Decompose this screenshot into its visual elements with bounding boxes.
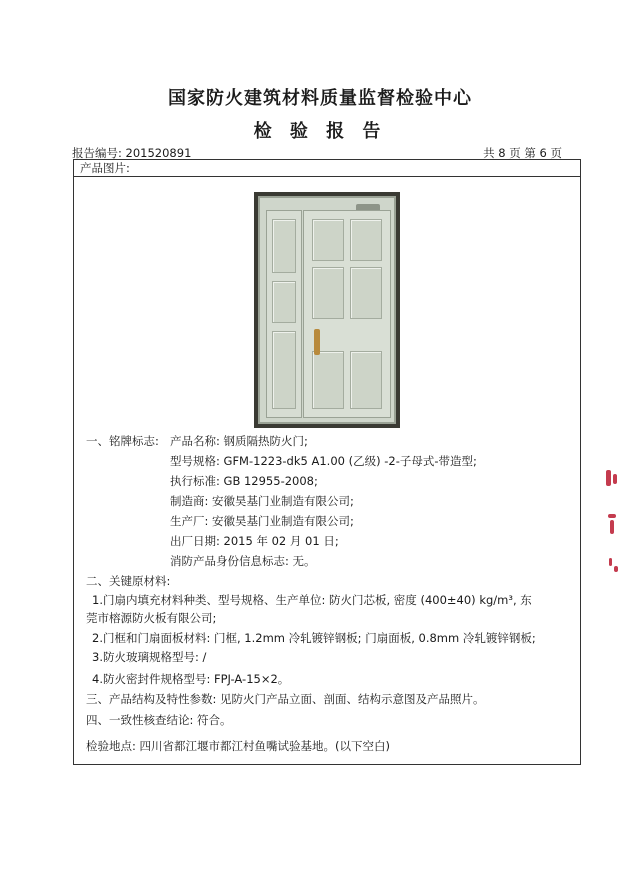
nameplate-line: 制造商: 安徽昊基门业制造有限公司; bbox=[170, 494, 354, 508]
materials-heading: 二、关键原材料: bbox=[86, 574, 171, 588]
nameplate-line: 消防产品身份信息标志: 无。 bbox=[170, 554, 316, 568]
consistency-line: 四、一致性核查结论: 符合。 bbox=[86, 713, 232, 727]
materials-item: 1.门扇内填充材料种类、型号规格、生产单位: 防火门芯板, 密度 (400±40) kg/m³, 东 bbox=[92, 593, 532, 607]
report-number: 报告编号: 201520891 bbox=[72, 146, 192, 160]
fire-door-photo bbox=[254, 192, 400, 428]
nameplate-line: 型号规格: GFM-1223-dk5 A1.00 (乙级) -2-子母式-带造型; bbox=[170, 454, 477, 468]
document-title: 检 验 报 告 bbox=[253, 121, 387, 142]
nameplate-heading: 一、铭牌标志: bbox=[86, 434, 159, 448]
door-leaf-secondary bbox=[266, 210, 302, 418]
page-info: 共 8 页 第 6 页 bbox=[483, 146, 562, 160]
structure-line: 三、产品结构及特性参数: 见防火门产品立面、剖面、结构示意图及产品照片。 bbox=[86, 692, 485, 706]
header-divider bbox=[73, 176, 581, 177]
materials-item: 莞市榕源防火板有限公司; bbox=[86, 611, 217, 625]
photo-label: 产品图片: bbox=[80, 161, 130, 175]
nameplate-line: 执行标准: GB 12955-2008; bbox=[170, 474, 318, 488]
inspection-location: 检验地点: 四川省都江堰市都江村鱼嘴试验基地。(以下空白) bbox=[86, 739, 391, 753]
door-handle bbox=[314, 329, 320, 355]
nameplate-line: 生产厂: 安徽昊基门业制造有限公司; bbox=[170, 514, 354, 528]
org-title: 国家防火建筑材料质量监督检验中心 bbox=[168, 88, 472, 109]
materials-item: 2.门框和门扇面板材料: 门框, 1.2mm 冷轧镀锌钢板; 门扇面板, 0.8mm 冷轧镀锌钢板; bbox=[92, 631, 536, 645]
materials-item: 3.防火玻璃规格型号: / bbox=[92, 650, 207, 664]
nameplate-line: 产品名称: 钢质隔热防火门; bbox=[170, 434, 308, 448]
nameplate-line: 出厂日期: 2015 年 02 月 01 日; bbox=[170, 534, 339, 548]
door-leaf-main bbox=[303, 210, 391, 418]
seam-stamp bbox=[604, 470, 622, 580]
materials-item: 4.防火密封件规格型号: FPJ-A-15×2。 bbox=[92, 672, 290, 686]
door-frame bbox=[258, 196, 396, 424]
